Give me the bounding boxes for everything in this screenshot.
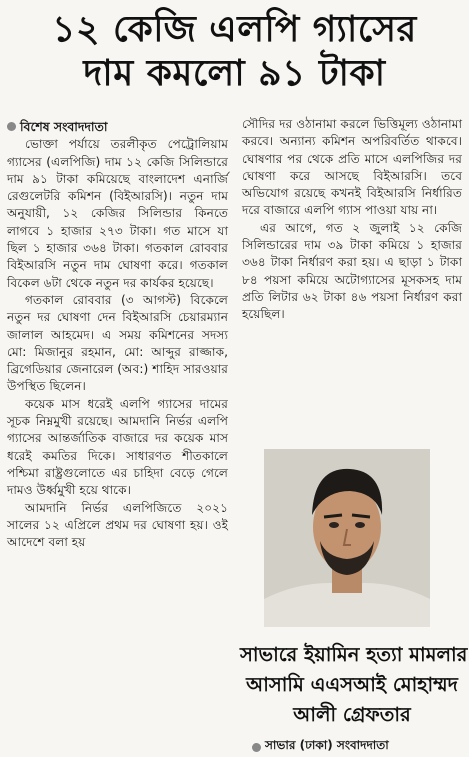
paragraph: কয়েক মাস ধরেই এলপি গ্যাসের দামের সূচক নিম্নমুখী রয়েছে। আমদানি নির্ভর এলপি গ্যাসের আন্তর্জাতিক বাজারে দর কয়েক মাস ধরেই কমতির দিকে। সাধারণত শীতকালে পশ্চিমা রাষ্ট্রগুলোতে এর চাহিদা বেড়ে গেলে দামও উর্ধ্বমুখী হয়ে থাকে। [7,396,228,498]
sub-headline-line-1: সাভারে ইয়ামিন হত্যা মামলার [240,643,468,666]
byline [7,118,228,135]
main-headline [0,8,469,96]
paragraph: সৌদির দর ওঠানামা করলে ভিত্তিমূল্য ওঠানামা করবে। অন্যান্য কমিশন অপরিবর্তিত থাকবে। ঘোষণার পর থেকে প্রতি মাসে এলপিজির দর ঘোষণা করে আসছে বিইআরসি। তবে অভিযোগ রয়েছে কখনই বিইআরসি নির্ধারিত দরে বাজারে এলপি গ্যাস পাওয়া যায় না। [242,117,462,218]
sub-byline-text: সাভার (ঢাকা) সংবাদদাতা [265,738,389,752]
secondary-byline [252,737,462,757]
sub-headline-line-3: আলী গ্রেফতার [293,703,411,726]
headline-line-2: দাম কমলো ৯১ টাকা [83,53,386,94]
portrait-photo-icon [264,449,430,627]
paragraph: গতকাল রোববার (৩ আগস্ট) বিকেলে নতুন দর ঘোষণা দেন বিইআরসি চেয়ারম্যান জালাল আহমেদ। এ সময় কমিশনের সদস্য মো: মিজানুর রহমান, মো: আব্দুর রাজ্জাক, ব্রিগেডিয়ার জেনারেল (অব:) শাহিদ সারওয়ার উপস্থিত ছিলেন। [7,292,228,394]
bullet-icon [252,743,261,752]
byline-text: বিশেষ সংবাদদাতা [20,119,108,134]
sub-headline-line-2: আসামি এএসআই মোহাম্মদ [246,673,458,696]
paragraph: এর আগে, গত ২ জুলাই ১২ কেজি সিলিন্ডারের দাম ৩৯ টাকা কমিয়ে ১ হাজার ৩৬৪ টাকা নির্ধারণ করা হয়। এ ছাড়া ১ টাকা ৮৪ পয়সা কমিয়ে অটোগ্যাসের মূসকসহ দাম প্রতি লিটার ৬২ টাকা ৪৬ পয়সা নির্ধারণ করা হয়েছিল। [242,220,462,322]
news-photo [264,449,430,627]
paragraph: আমদানি নির্ভর এলপিজিতে ২০২১ সালের ১২ এপ্রিলে প্রথম দর ঘোষণা হয়। ওই আদেশে বলা হয় [7,500,228,550]
headline-line-1: ১২ কেজি এলপি গ্যাসের [52,9,417,50]
article-column-left [7,118,228,551]
secondary-headline [240,640,468,730]
article-column-right [242,116,462,324]
paragraph: ভোক্তা পর্যায়ে তরলীকৃত পেট্রোলিয়াম গ্যাসের (এলপিজি) দাম ১২ কেজি সিলিন্ডারে দাম ৯১ টাকা কমিয়েছে বাংলাদেশ এনার্জি রেগুলেটরি কমিশন (বিইআরসি)। নতুন দাম অনুযায়ী, ১২ কেজির সিলিন্ডার কিনতে লাগবে ১ হাজার ২৭৩ টাকা। গত মাসে যা ছিল ১ হাজার ৩৬৪ টাকা। গতকাল রোববার বিইআরসি নতুন দাম ঘোষণা করে। গতকাল বিকেল ৬টা থেকে নতুন দর কার্যকর হয়েছে। [7,137,228,290]
bullet-icon [7,122,16,131]
